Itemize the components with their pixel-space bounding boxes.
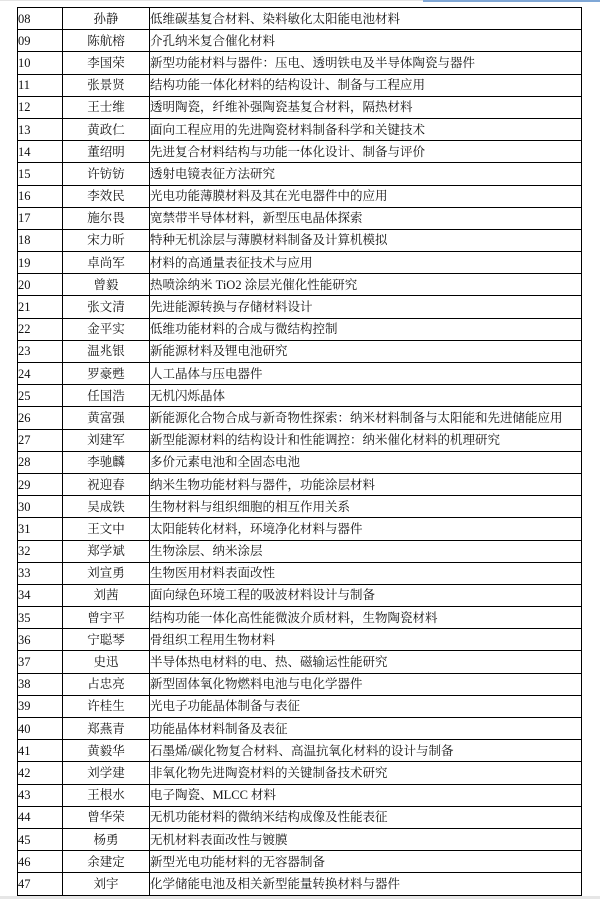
row-number: 37 bbox=[18, 651, 63, 673]
advisor-name: 黄政仁 bbox=[63, 118, 150, 140]
row-number: 17 bbox=[18, 207, 63, 229]
research-topic: 新型固体氧化物燃料电池与电化学器件 bbox=[150, 673, 582, 695]
advisor-name: 刘宣勇 bbox=[63, 562, 150, 584]
research-topic: 生物涂层、纳米涂层 bbox=[150, 540, 582, 562]
research-topic: 人工晶体与压电器件 bbox=[150, 363, 582, 385]
research-topic: 多价元素电池和全固态电池 bbox=[150, 451, 582, 473]
row-number: 30 bbox=[18, 496, 63, 518]
table-row bbox=[18, 718, 582, 740]
research-topic: 特种无机涂层与薄膜材料制备及计算机模拟 bbox=[150, 229, 582, 251]
table-row bbox=[18, 873, 582, 895]
research-topic: 低维功能材料的合成与微结构控制 bbox=[150, 318, 582, 340]
research-topic: 无机功能材料的微纳米结构成像及性能表征 bbox=[150, 806, 582, 828]
row-number: 46 bbox=[18, 851, 63, 873]
table-row bbox=[18, 163, 582, 185]
advisor-name: 杨勇 bbox=[63, 828, 150, 850]
research-topic: 纳米生物功能材料与器件，功能涂层材料 bbox=[150, 473, 582, 495]
table-row bbox=[18, 296, 582, 318]
research-topic: 新型功能材料与器件：压电、透明铁电及半导体陶瓷与器件 bbox=[150, 52, 582, 74]
advisor-name: 王根水 bbox=[63, 784, 150, 806]
advisor-name: 吴成铁 bbox=[63, 496, 150, 518]
table-row bbox=[18, 118, 582, 140]
table-row bbox=[18, 340, 582, 362]
row-number: 10 bbox=[18, 52, 63, 74]
table-row bbox=[18, 473, 582, 495]
research-topic: 新型光电功能材料的无容器制备 bbox=[150, 851, 582, 873]
row-number: 45 bbox=[18, 828, 63, 850]
row-number: 43 bbox=[18, 784, 63, 806]
research-topic: 先进能源转换与存储材料设计 bbox=[150, 296, 582, 318]
advisor-name: 陈航榕 bbox=[63, 30, 150, 52]
row-number: 33 bbox=[18, 562, 63, 584]
advisor-name: 任国浩 bbox=[63, 385, 150, 407]
research-topic: 光电子功能晶体制备与表征 bbox=[150, 695, 582, 717]
advisor-name: 曾华荣 bbox=[63, 806, 150, 828]
top-edge-divider bbox=[0, 0, 423, 1]
row-number: 08 bbox=[18, 8, 63, 30]
row-number: 24 bbox=[18, 363, 63, 385]
advisor-name: 刘宇 bbox=[63, 873, 150, 895]
row-number: 40 bbox=[18, 718, 63, 740]
advisor-name: 祝迎春 bbox=[63, 473, 150, 495]
row-number: 29 bbox=[18, 473, 63, 495]
research-topic: 材料的高通量表征技术与应用 bbox=[150, 252, 582, 274]
row-number: 34 bbox=[18, 584, 63, 606]
table-row bbox=[18, 207, 582, 229]
research-topic: 电子陶瓷、MLCC 材料 bbox=[150, 784, 582, 806]
research-topic: 先进复合材料结构与功能一体化设计、制备与评价 bbox=[150, 141, 582, 163]
table-row bbox=[18, 584, 582, 606]
advisor-name: 李国荣 bbox=[63, 52, 150, 74]
table-row bbox=[18, 385, 582, 407]
advisor-name: 曾宇平 bbox=[63, 607, 150, 629]
research-topic: 半导体热电材料的电、热、磁输运性能研究 bbox=[150, 651, 582, 673]
advisor-name: 许桂生 bbox=[63, 695, 150, 717]
advisor-research-table bbox=[17, 7, 582, 896]
advisor-name: 孙静 bbox=[63, 8, 150, 30]
advisor-name: 李效民 bbox=[63, 185, 150, 207]
table-row bbox=[18, 695, 582, 717]
research-topic: 面向绿色环境工程的吸波材料设计与制备 bbox=[150, 584, 582, 606]
advisor-name: 史迅 bbox=[63, 651, 150, 673]
advisor-name: 施尔畏 bbox=[63, 207, 150, 229]
advisor-name: 余建定 bbox=[63, 851, 150, 873]
research-topic: 热喷涂纳米 TiO2 涂层光催化性能研究 bbox=[150, 274, 582, 296]
table-row bbox=[18, 451, 582, 473]
table-row bbox=[18, 74, 582, 96]
advisor-name: 董绍明 bbox=[63, 141, 150, 163]
table-row bbox=[18, 562, 582, 584]
table-row bbox=[18, 806, 582, 828]
advisor-name: 许钫钫 bbox=[63, 163, 150, 185]
row-number: 27 bbox=[18, 429, 63, 451]
research-topic: 新能源材料及锂电池研究 bbox=[150, 340, 582, 362]
row-number: 38 bbox=[18, 673, 63, 695]
advisor-name: 宋力昕 bbox=[63, 229, 150, 251]
row-number: 36 bbox=[18, 629, 63, 651]
table-row bbox=[18, 318, 582, 340]
table-row bbox=[18, 740, 582, 762]
row-number: 20 bbox=[18, 274, 63, 296]
advisor-name: 温兆银 bbox=[63, 340, 150, 362]
research-topic: 透射电镜表征方法研究 bbox=[150, 163, 582, 185]
row-number: 41 bbox=[18, 740, 63, 762]
research-topic: 新型能源材料的结构设计和性能调控：纳米催化材料的机理研究 bbox=[150, 429, 582, 451]
table-row bbox=[18, 851, 582, 873]
advisor-name: 李驰麟 bbox=[63, 451, 150, 473]
row-number: 28 bbox=[18, 451, 63, 473]
research-topic: 透明陶瓷，纤维补强陶瓷基复合材料，隔热材料 bbox=[150, 96, 582, 118]
research-topic: 功能晶体材料制备及表征 bbox=[150, 718, 582, 740]
table-row bbox=[18, 229, 582, 251]
table-row bbox=[18, 518, 582, 540]
table-row bbox=[18, 141, 582, 163]
row-number: 18 bbox=[18, 229, 63, 251]
research-topic: 无机材料表面改性与镀膜 bbox=[150, 828, 582, 850]
research-topic: 无机闪烁晶体 bbox=[150, 385, 582, 407]
table-body bbox=[18, 8, 582, 896]
research-topic: 生物材料与组织细胞的相互作用关系 bbox=[150, 496, 582, 518]
research-topic: 太阳能转化材料，环境净化材料与器件 bbox=[150, 518, 582, 540]
advisor-name: 曾毅 bbox=[63, 274, 150, 296]
row-number: 12 bbox=[18, 96, 63, 118]
row-number: 19 bbox=[18, 252, 63, 274]
row-number: 11 bbox=[18, 74, 63, 96]
research-topic: 骨组织工程用生物材料 bbox=[150, 629, 582, 651]
advisor-name: 罗豪甦 bbox=[63, 363, 150, 385]
research-topic: 非氧化物先进陶瓷材料的关键制备技术研究 bbox=[150, 762, 582, 784]
table-row bbox=[18, 784, 582, 806]
row-number: 21 bbox=[18, 296, 63, 318]
table-row bbox=[18, 651, 582, 673]
row-number: 31 bbox=[18, 518, 63, 540]
research-topic: 石墨烯/碳化物复合材料、高温抗氧化材料的设计与制备 bbox=[150, 740, 582, 762]
advisor-name: 刘建军 bbox=[63, 429, 150, 451]
row-number: 13 bbox=[18, 118, 63, 140]
row-number: 26 bbox=[18, 407, 63, 429]
research-topic: 面向工程应用的先进陶瓷材料制备科学和关键技术 bbox=[150, 118, 582, 140]
table-row bbox=[18, 607, 582, 629]
table-row bbox=[18, 30, 582, 52]
advisor-name: 卓尚军 bbox=[63, 252, 150, 274]
table-row bbox=[18, 429, 582, 451]
table-row bbox=[18, 540, 582, 562]
advisor-name: 郑燕青 bbox=[63, 718, 150, 740]
advisor-name: 张景贤 bbox=[63, 74, 150, 96]
selection-accent-bar bbox=[423, 0, 600, 2]
research-topic: 光电功能薄膜材料及其在光电器件中的应用 bbox=[150, 185, 582, 207]
advisor-name: 张文清 bbox=[63, 296, 150, 318]
row-number: 47 bbox=[18, 873, 63, 895]
advisor-name: 郑学斌 bbox=[63, 540, 150, 562]
table-row bbox=[18, 762, 582, 784]
advisor-name: 占忠亮 bbox=[63, 673, 150, 695]
row-number: 32 bbox=[18, 540, 63, 562]
advisor-name: 黄毅华 bbox=[63, 740, 150, 762]
table-row bbox=[18, 496, 582, 518]
table-row bbox=[18, 96, 582, 118]
table-row bbox=[18, 407, 582, 429]
research-topic: 化学储能电池及相关新型能量转换材料与器件 bbox=[150, 873, 582, 895]
advisor-name: 刘茜 bbox=[63, 584, 150, 606]
row-number: 22 bbox=[18, 318, 63, 340]
table-row bbox=[18, 52, 582, 74]
table-row bbox=[18, 252, 582, 274]
row-number: 23 bbox=[18, 340, 63, 362]
research-topic: 结构功能一体化材料的结构设计、制备与工程应用 bbox=[150, 74, 582, 96]
advisor-name: 宁聪琴 bbox=[63, 629, 150, 651]
row-number: 09 bbox=[18, 30, 63, 52]
row-number: 16 bbox=[18, 185, 63, 207]
advisor-name: 金平实 bbox=[63, 318, 150, 340]
research-topic: 低维碳基复合材料、染料敏化太阳能电池材料 bbox=[150, 8, 582, 30]
table-row bbox=[18, 185, 582, 207]
research-topic: 结构功能一体化高性能微波介质材料，生物陶瓷材料 bbox=[150, 607, 582, 629]
row-number: 35 bbox=[18, 607, 63, 629]
advisor-name: 王士维 bbox=[63, 96, 150, 118]
research-topic: 生物医用材料表面改性 bbox=[150, 562, 582, 584]
table-row bbox=[18, 363, 582, 385]
table-row bbox=[18, 8, 582, 30]
table-row bbox=[18, 629, 582, 651]
research-topic: 新能源化合物合成与新奇物性探索：纳米材料制备与太阳能和先进储能应用 bbox=[150, 407, 582, 429]
row-number: 44 bbox=[18, 806, 63, 828]
row-number: 15 bbox=[18, 163, 63, 185]
advisor-name: 黄富强 bbox=[63, 407, 150, 429]
table-row bbox=[18, 274, 582, 296]
row-number: 39 bbox=[18, 695, 63, 717]
row-number: 42 bbox=[18, 762, 63, 784]
row-number: 14 bbox=[18, 141, 63, 163]
advisor-name: 王文中 bbox=[63, 518, 150, 540]
table-row bbox=[18, 673, 582, 695]
row-number: 25 bbox=[18, 385, 63, 407]
table-row bbox=[18, 828, 582, 850]
research-topic: 宽禁带半导体材料，新型压电晶体探索 bbox=[150, 207, 582, 229]
advisor-name: 刘学建 bbox=[63, 762, 150, 784]
research-topic: 介孔纳米复合催化材料 bbox=[150, 30, 582, 52]
